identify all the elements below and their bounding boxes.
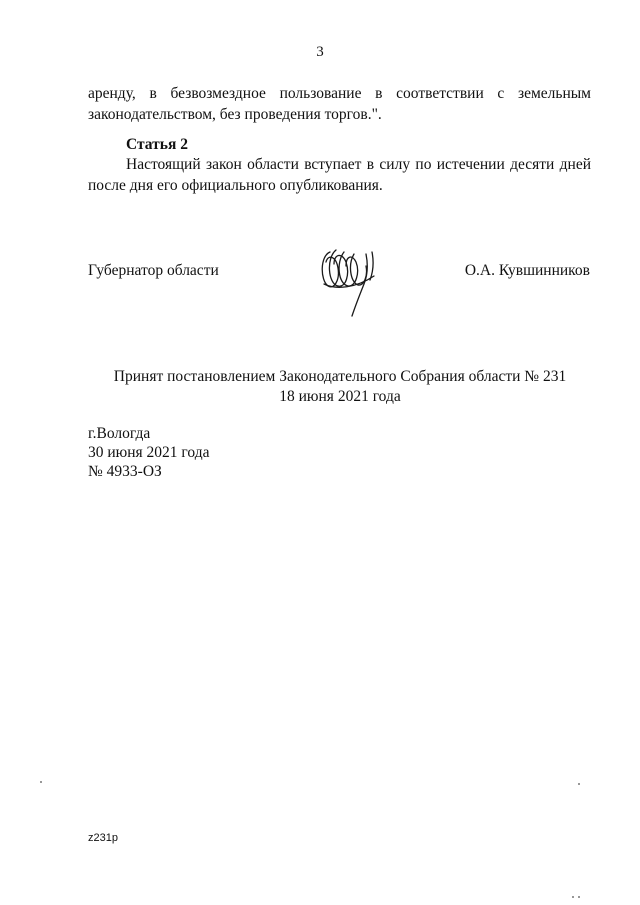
article-heading: Статья 2 (126, 136, 188, 153)
document-code: z231p (88, 832, 118, 844)
continuation-line-2: законодательством, без проведения торгов.". (88, 106, 382, 123)
article-paragraph (88, 154, 591, 196)
scan-speck (40, 781, 42, 783)
article-line-1: Настоящий закон области вступает в силу по истечении десяти дней (126, 156, 591, 173)
page-number: 3 (316, 44, 324, 60)
place-date-block (88, 424, 209, 481)
handwritten-signature (316, 240, 386, 320)
governor-title: Губернатор области (88, 262, 219, 279)
adoption-line-1: Принят постановлением Законодательного Собрания области № 231 (113, 368, 567, 385)
continuation-paragraph (88, 83, 591, 125)
governor-name: О.А. Кувшинников (464, 262, 590, 279)
scan-speck (578, 896, 580, 898)
signing-date: 30 июня 2021 года (88, 444, 210, 461)
city: г.Вологда (88, 425, 151, 442)
scan-speck (572, 896, 574, 898)
continuation-line-1: аренду, в безвозмездное пользование в соответствии с земельным (88, 85, 591, 102)
adoption-line-2: 18 июня 2021 года (279, 388, 401, 405)
scan-speck (578, 783, 580, 785)
adoption-note (0, 367, 640, 407)
article-line-2: после дня его официального опубликования. (88, 177, 383, 194)
law-number: № 4933-ОЗ (88, 463, 162, 480)
